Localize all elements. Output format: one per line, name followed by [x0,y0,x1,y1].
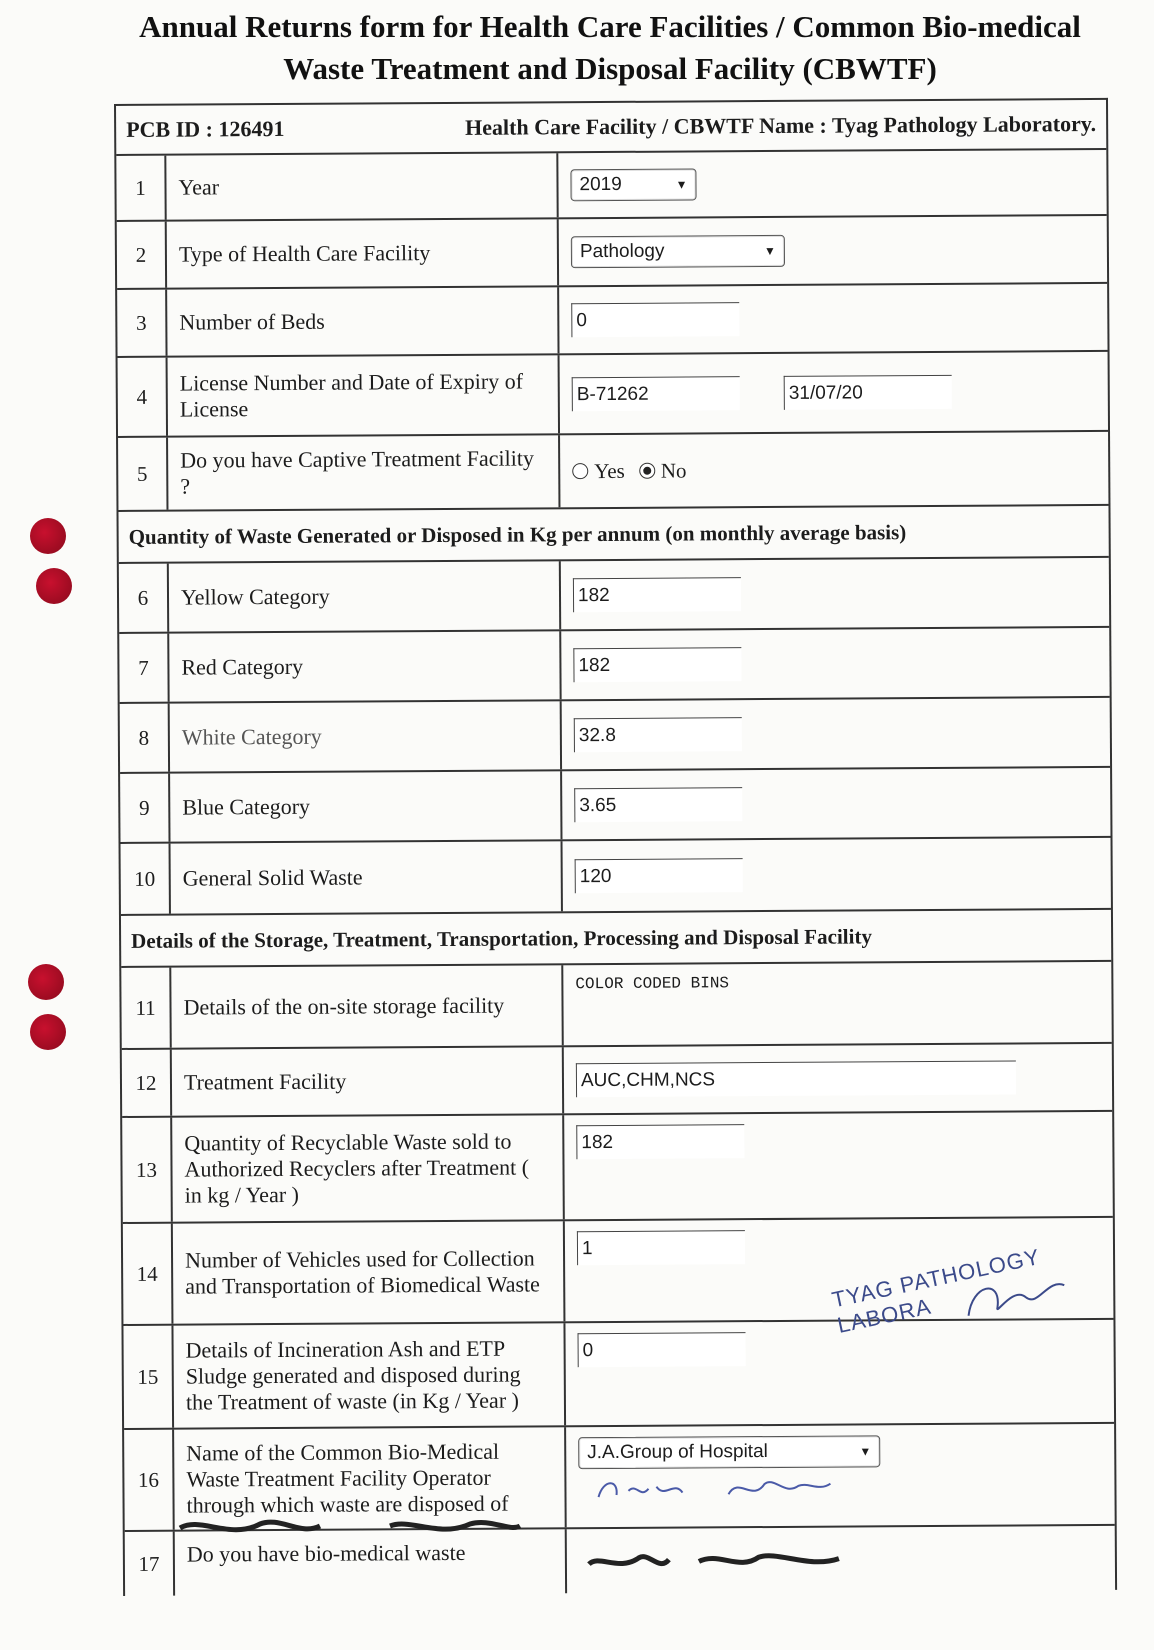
row-value-cell [558,150,1106,217]
row-label: Details of Incineration Ash and ETP Sludge generated and disposed during the Treatment of waste (in Kg / Year ) [173,1323,566,1427]
row-number: 12 [122,1050,172,1116]
row-number: 10 [121,844,171,914]
row-number: 9 [120,774,170,842]
radio-label: No [660,458,687,483]
stamp-text: TYAG PATHOLOGY LABORA [829,1243,1042,1338]
row-label: Details of the on-site storage facility [171,965,563,1047]
section-heading-details: Details of the Storage, Treatment, Transportation, Processing and Disposal Facility [121,910,1111,968]
row-value-cell [564,1044,1112,1113]
row-label: General Solid Waste [171,841,563,913]
row-number: 17 [125,1532,175,1596]
row-general-solid-waste [121,838,1111,916]
row-label: Number of Beds [167,287,559,355]
row-year [116,150,1106,222]
row-number: 1 [116,156,166,220]
year-select-value: 2019 [579,173,622,196]
row-white-category [120,698,1110,774]
chevron-down-icon: ▼ [859,1444,872,1459]
row-value-cell [560,432,1108,507]
row-number: 5 [118,438,168,510]
row-number: 11 [121,968,171,1048]
row-label: Treatment Facility [172,1047,564,1115]
redacted-scribble-icon [170,1512,530,1544]
handwritten-signature-icon [578,1472,848,1508]
row-label: Year [166,153,558,219]
blue-category-input[interactable]: 3.65 [574,787,742,822]
row-value-cell [561,558,1109,629]
row-value-cell [563,838,1111,911]
row-label: Number of Vehicles used for Collection and Transportation of Biomedical Waste [173,1221,566,1323]
treatment-facility-input[interactable]: AUC,CHM,NCS [576,1061,1016,1098]
punch-hole-marker [30,1014,66,1050]
title-line-2: Waste Treatment and Disposal Facility (CBWTF) [283,51,937,86]
row-beds [117,284,1107,358]
captive-no-radio[interactable] [639,458,687,483]
white-category-input[interactable]: 32.8 [574,717,742,752]
row-captive-treatment [118,432,1108,512]
row-label: Name of the Common Bio-Medical Waste Treatment Facility Operator through which waste are disposed of [174,1427,567,1529]
row-label: Red Category [169,631,561,701]
row-label: License Number and Date of Expiry of License [168,355,560,435]
license-number-input[interactable]: B-71262 [572,376,740,411]
punch-hole-marker [36,568,72,604]
facility-type-select[interactable] [571,235,785,268]
year-select[interactable] [570,168,696,201]
form-header [116,100,1106,156]
form-title [110,6,1110,90]
row-label: Quantity of Recyclable Waste sold to Authorized Recyclers after Treatment ( in kg / Year ) [172,1115,565,1221]
title-line-1: Annual Returns form for Health Care Facilities / Common Bio-medical [139,9,1081,44]
row-yellow-category [119,558,1109,634]
row-number: 6 [119,564,169,632]
punch-hole-marker [30,518,66,554]
annual-returns-form [114,98,1117,1596]
row-red-category [119,628,1109,704]
facility-type-select-value: Pathology [579,240,665,263]
radio-label: Yes [594,458,625,483]
row-value-cell [567,1526,1115,1593]
row-number: 3 [117,290,167,356]
row-value-cell [566,1424,1115,1527]
incineration-ash-input[interactable]: 0 [578,1332,746,1367]
row-facility-type [117,216,1107,290]
row-value-cell [560,352,1108,433]
row-number: 4 [118,358,168,436]
row-number: 13 [122,1118,173,1222]
row-blue-category [120,768,1110,844]
row-recyclable-waste [122,1112,1113,1224]
row-number: 8 [120,704,170,772]
red-category-input[interactable]: 182 [573,647,741,682]
pcb-id: PCB ID : 126491 [126,115,285,142]
row-label: White Category [170,701,562,771]
storage-facility-value[interactable]: COLOR CODED BINS [575,974,730,994]
redacted-scribble-icon [579,1544,879,1576]
row-number: 14 [123,1224,174,1324]
radio-checked-icon [639,463,655,479]
row-value-cell [562,698,1110,769]
radio-unchecked-icon [572,463,588,479]
row-value-cell [564,1112,1113,1219]
row-storage-facility [121,962,1111,1050]
chevron-down-icon: ▼ [763,243,776,259]
row-number: 2 [117,222,167,288]
cbwtf-operator-select[interactable] [578,1435,880,1469]
row-number: 7 [119,634,169,702]
punch-hole-marker [28,964,64,1000]
row-treatment-facility [122,1044,1112,1118]
facility-name: Health Care Facility / CBWTF Name : Tyag Pathology Laboratory. [465,111,1097,140]
row-value-cell [562,768,1110,839]
cbwtf-operator-select-value: J.A.Group of Hospital [587,1441,768,1464]
row-label: Do you have bio-medical waste [175,1529,567,1595]
general-solid-waste-input[interactable]: 120 [575,858,743,893]
row-license [118,352,1108,438]
row-value-cell [559,284,1107,353]
chevron-down-icon: ▼ [675,177,688,192]
row-label: Do you have Captive Treatment Facility ? [168,435,560,509]
row-label: Blue Category [170,771,562,841]
yellow-category-input[interactable]: 182 [573,577,741,612]
row-label: Type of Health Care Facility [167,219,559,287]
row-value-cell [561,628,1109,699]
vehicles-input[interactable]: 1 [577,1230,745,1265]
beds-input[interactable]: 0 [571,302,739,337]
recyclable-waste-input[interactable]: 182 [576,1124,744,1159]
row-number: 16 [124,1430,175,1530]
captive-yes-radio[interactable] [572,458,625,483]
row-value-cell [559,216,1107,285]
row-number: 15 [123,1326,174,1428]
row-label: Yellow Category [169,561,561,631]
license-expiry-input[interactable]: 31/07/20 [784,375,952,410]
section-heading-quantity: Quantity of Waste Generated or Disposed in Kg per annum (on monthly average basis) [118,506,1108,564]
